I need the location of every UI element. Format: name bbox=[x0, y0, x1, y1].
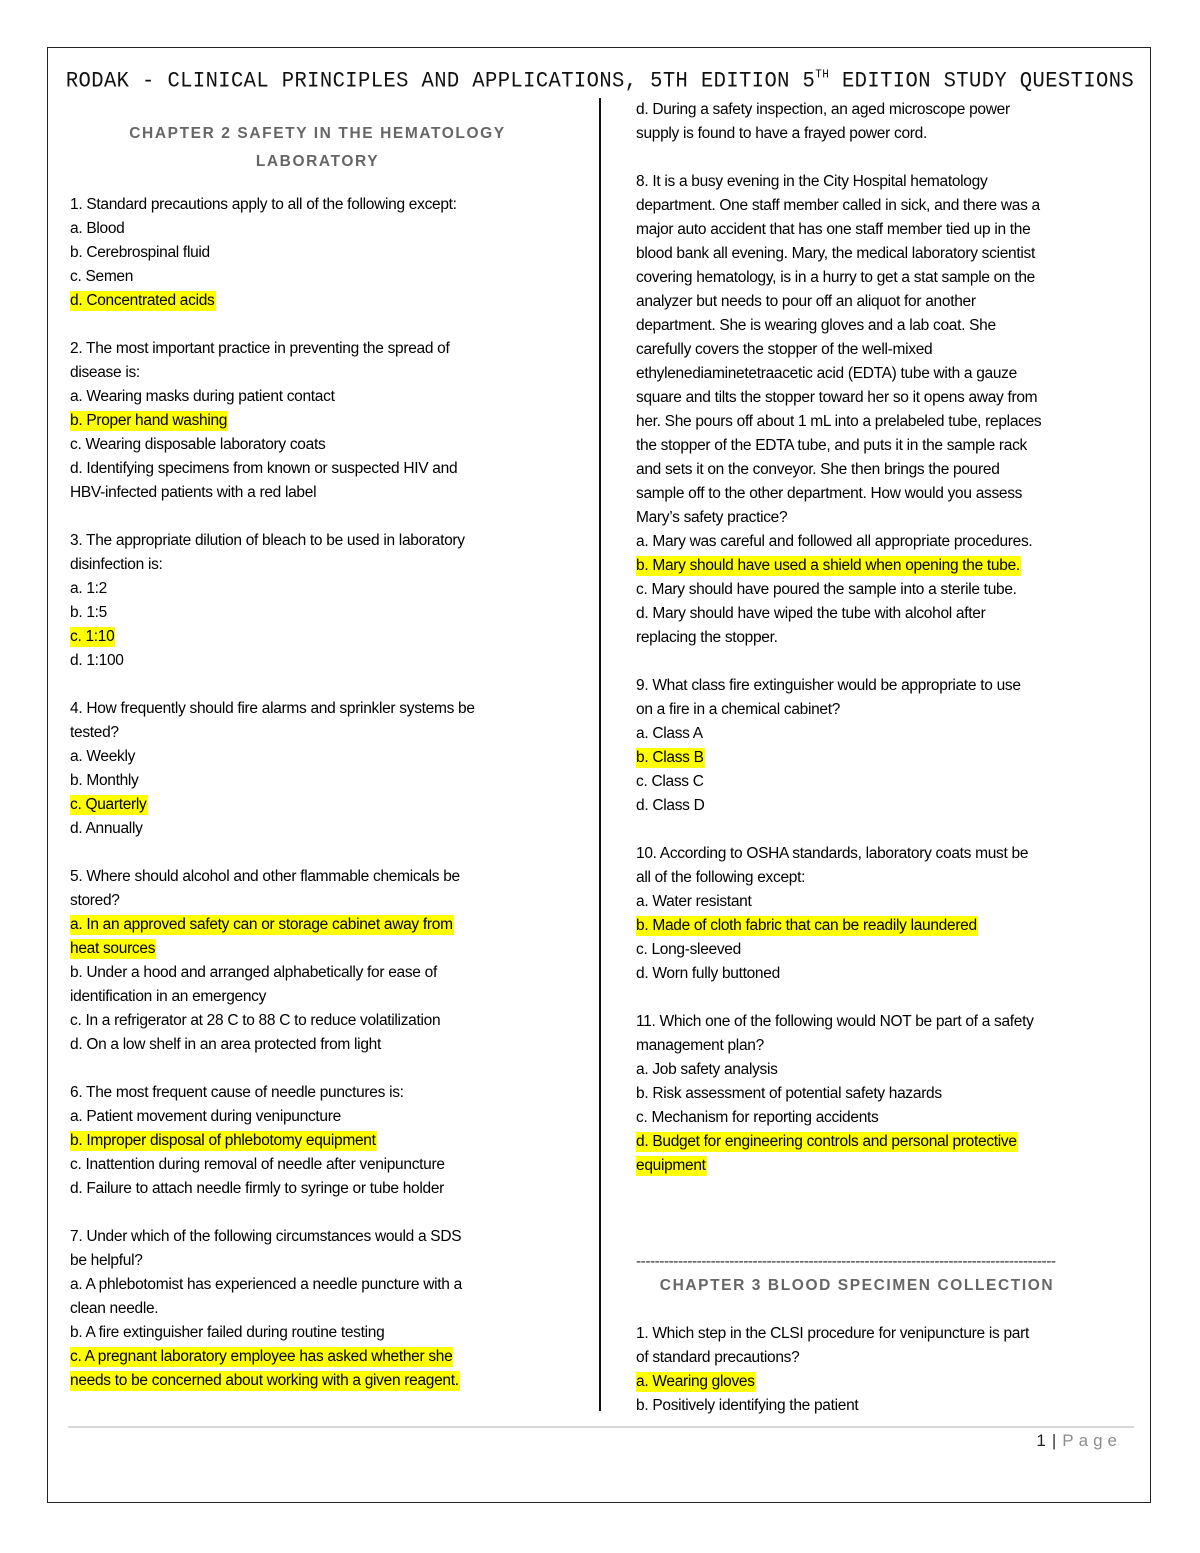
line-text: sample off to the other department. How would you assess bbox=[636, 485, 1023, 502]
question-line bbox=[636, 530, 1136, 554]
question-line bbox=[70, 1153, 580, 1177]
title-text-end: EDITION STUDY QUESTIONS bbox=[829, 68, 1135, 95]
answer-line-highlighted bbox=[70, 1129, 580, 1153]
line-text: 1. Standard precautions apply to all of the following except: bbox=[70, 196, 457, 213]
question-line bbox=[70, 1177, 580, 1201]
document-title bbox=[0, 69, 1200, 94]
line-text: d. During a safety inspection, an aged microscope power bbox=[636, 101, 1010, 118]
section-separator: ------------------------------------------------------------------------------------------ bbox=[636, 1253, 1056, 1270]
column-divider bbox=[599, 98, 601, 1411]
answer-line-highlighted bbox=[636, 1130, 1136, 1154]
question-line bbox=[70, 817, 580, 841]
line-text: c. In a refrigerator at 28 C to 88 C to reduce volatilization bbox=[70, 1012, 441, 1029]
question-line bbox=[636, 890, 1136, 914]
question-line bbox=[70, 1105, 580, 1129]
line-text: supply is found to have a frayed power cord. bbox=[636, 125, 927, 142]
spacer bbox=[70, 505, 580, 529]
question-line bbox=[70, 337, 580, 361]
question-line bbox=[70, 649, 580, 673]
line-text: b. Proper hand washing bbox=[70, 412, 228, 429]
question-line bbox=[70, 961, 580, 985]
question-line bbox=[636, 602, 1136, 626]
line-text: carefully covers the stopper of the well-mixed bbox=[636, 341, 933, 358]
line-text: identification in an emergency bbox=[70, 988, 267, 1005]
line-text: d. Class D bbox=[636, 797, 705, 814]
line-text: c. Class C bbox=[636, 773, 704, 790]
answer-line-highlighted bbox=[636, 914, 1136, 938]
line-text: c. Long-sleeved bbox=[636, 941, 741, 958]
line-text: a. Water resistant bbox=[636, 893, 752, 910]
question-line bbox=[636, 1082, 1136, 1106]
question-block bbox=[636, 674, 1136, 818]
question-line bbox=[636, 98, 1136, 122]
question-line bbox=[70, 985, 580, 1009]
line-text: d. Mary should have wiped the tube with alcohol after bbox=[636, 605, 986, 622]
question-line bbox=[70, 433, 580, 457]
question-line bbox=[636, 122, 1136, 146]
line-text: d. Budget for engineering controls and personal protective bbox=[636, 1133, 1017, 1150]
question-line bbox=[636, 626, 1136, 650]
question-line bbox=[636, 506, 1136, 530]
line-text: d. On a low shelf in an area protected from light bbox=[70, 1036, 381, 1053]
spacer bbox=[636, 146, 1136, 170]
line-text: replacing the stopper. bbox=[636, 629, 778, 646]
line-text: a. In an approved safety can or storage cabinet away from bbox=[70, 916, 453, 933]
question-line bbox=[70, 601, 580, 625]
question-line bbox=[70, 457, 580, 481]
answer-line-highlighted bbox=[70, 913, 580, 937]
question-line bbox=[70, 241, 580, 265]
page-separator: | bbox=[1051, 1431, 1057, 1450]
line-text: a. Class A bbox=[636, 725, 703, 742]
line-text: department. She is wearing gloves and a lab coat. She bbox=[636, 317, 996, 334]
line-text: needs to be concerned about working with a given reagent. bbox=[70, 1372, 459, 1389]
question-line bbox=[70, 1297, 580, 1321]
question-line bbox=[70, 1321, 580, 1345]
line-text: all of the following except: bbox=[636, 869, 806, 886]
line-text: 10. According to OSHA standards, laboratory coats must be bbox=[636, 845, 1029, 862]
line-text: c. Inattention during removal of needle after venipuncture bbox=[70, 1156, 445, 1173]
question-line bbox=[636, 338, 1136, 362]
line-text: a. Weekly bbox=[70, 748, 136, 765]
spacer bbox=[70, 1201, 580, 1225]
page-number bbox=[1036, 1431, 1122, 1451]
line-text: c. Mechanism for reporting accidents bbox=[636, 1109, 879, 1126]
line-text: 6. The most frequent cause of needle punctures is: bbox=[70, 1084, 404, 1101]
question-line bbox=[636, 794, 1136, 818]
line-text: a. Wearing gloves bbox=[636, 1373, 755, 1390]
line-text: d. Worn fully buttoned bbox=[636, 965, 780, 982]
question-line bbox=[636, 314, 1136, 338]
line-text: a. Wearing masks during patient contact bbox=[70, 388, 335, 405]
line-text: analyzer but needs to pour off an aliquot for another bbox=[636, 293, 976, 310]
line-text: b. Class B bbox=[636, 749, 704, 766]
line-text: b. Mary should have used a shield when opening the tube. bbox=[636, 557, 1020, 574]
line-text: square and tilts the stopper toward her so it opens away from bbox=[636, 389, 1038, 406]
line-text: d. 1:100 bbox=[70, 652, 124, 669]
spacer bbox=[636, 986, 1136, 1010]
line-text: a. 1:2 bbox=[70, 580, 107, 597]
line-text: 11. Which one of the following would NOT be part of a safety bbox=[636, 1013, 1034, 1030]
right-column bbox=[636, 98, 1136, 1418]
question-line bbox=[70, 769, 580, 793]
line-text: c. Quarterly bbox=[70, 796, 147, 813]
title-text: RODAK - CLINICAL PRINCIPLES AND APPLICATIONS, 5TH EDITION 5 bbox=[65, 68, 816, 95]
question-line bbox=[70, 1225, 580, 1249]
question-line bbox=[70, 1081, 580, 1105]
line-text: on a fire in a chemical cabinet? bbox=[636, 701, 841, 718]
question-line bbox=[636, 674, 1136, 698]
question-line bbox=[636, 242, 1136, 266]
question-line bbox=[636, 1346, 1136, 1370]
line-text: b. A fire extinguisher failed during routine testing bbox=[70, 1324, 385, 1341]
line-text: Mary’s safety practice? bbox=[636, 509, 788, 526]
question-block bbox=[70, 1225, 580, 1393]
question-line bbox=[636, 1394, 1136, 1418]
question-line bbox=[636, 1106, 1136, 1130]
question-line bbox=[70, 193, 580, 217]
question-line bbox=[70, 217, 580, 241]
question-line bbox=[636, 866, 1136, 890]
question-line bbox=[636, 194, 1136, 218]
line-text: covering hematology, is in a hurry to get a stat sample on the bbox=[636, 269, 1035, 286]
question-line bbox=[636, 362, 1136, 386]
question-line bbox=[636, 722, 1136, 746]
line-text: b. Under a hood and arranged alphabetically for ease of bbox=[70, 964, 437, 981]
answer-line-highlighted bbox=[636, 554, 1136, 578]
answer-line-highlighted bbox=[70, 409, 580, 433]
line-text: tested? bbox=[70, 724, 119, 741]
chapter-3-heading: CHAPTER 3 BLOOD SPECIMEN COLLECTION bbox=[659, 1277, 1055, 1294]
question-block bbox=[636, 1010, 1136, 1178]
question-line bbox=[70, 481, 580, 505]
question-line bbox=[70, 385, 580, 409]
question-line bbox=[636, 578, 1136, 602]
question-line bbox=[636, 434, 1136, 458]
answer-line-highlighted bbox=[70, 1369, 580, 1393]
line-text: ethylenediaminetetraacetic acid (EDTA) tube with a gauze bbox=[636, 365, 1017, 382]
spacer bbox=[636, 1298, 1136, 1322]
spacer bbox=[70, 313, 580, 337]
line-text: blood bank all evening. Mary, the medical laboratory scientist bbox=[636, 245, 1035, 262]
question-line bbox=[636, 698, 1136, 722]
spacer bbox=[636, 1178, 1136, 1202]
line-text: major auto accident that has one staff member tied up in the bbox=[636, 221, 1031, 238]
chapter-heading-line: CHAPTER 2 SAFETY IN THE HEMATOLOGY bbox=[129, 125, 506, 142]
question-line bbox=[636, 962, 1136, 986]
left-column bbox=[70, 193, 580, 1393]
answer-line-highlighted bbox=[70, 289, 580, 313]
line-text: c. Mary should have poured the sample into a sterile tube. bbox=[636, 581, 1017, 598]
line-text: a. Job safety analysis bbox=[636, 1061, 778, 1078]
line-text: d. Annually bbox=[70, 820, 143, 837]
question-block bbox=[636, 170, 1136, 650]
line-text: b. Risk assessment of potential safety hazards bbox=[636, 1085, 942, 1102]
line-text: and sets it on the conveyor. She then brings the poured bbox=[636, 461, 1000, 478]
question-line bbox=[636, 1322, 1136, 1346]
line-text: c. A pregnant laboratory employee has asked whether she bbox=[70, 1348, 453, 1365]
line-text: b. Monthly bbox=[70, 772, 139, 789]
line-text: management plan? bbox=[636, 1037, 764, 1054]
line-text: b. Positively identifying the patient bbox=[636, 1397, 859, 1414]
question-line bbox=[70, 529, 580, 553]
page-label: Page bbox=[1062, 1431, 1122, 1450]
line-text: stored? bbox=[70, 892, 120, 909]
question-line bbox=[636, 170, 1136, 194]
line-text: 8. It is a busy evening in the City Hospital hematology bbox=[636, 173, 988, 190]
question-line bbox=[70, 1273, 580, 1297]
page-number-value: 1 bbox=[1036, 1431, 1046, 1450]
spacer bbox=[636, 650, 1136, 674]
answer-line-highlighted bbox=[636, 1154, 1136, 1178]
question-line bbox=[636, 938, 1136, 962]
line-text: 1. Which step in the CLSI procedure for venipuncture is part bbox=[636, 1325, 1029, 1342]
line-text: clean needle. bbox=[70, 1300, 159, 1317]
question-line bbox=[636, 410, 1136, 434]
question-line bbox=[636, 1058, 1136, 1082]
question-line bbox=[636, 266, 1136, 290]
line-text: the stopper of the EDTA tube, and puts it in the sample rack bbox=[636, 437, 1027, 454]
question-block bbox=[636, 1322, 1136, 1418]
question-line bbox=[70, 1009, 580, 1033]
line-text: her. She pours off about 1 mL into a prelabeled tube, replaces bbox=[636, 413, 1042, 430]
line-text: c. Semen bbox=[70, 268, 134, 285]
spacer bbox=[70, 1057, 580, 1081]
line-text: 3. The appropriate dilution of bleach to be used in laboratory bbox=[70, 532, 465, 549]
chapter-heading-line: LABORATORY bbox=[255, 153, 380, 170]
question-block bbox=[70, 1081, 580, 1201]
question-line bbox=[636, 218, 1136, 242]
question-line bbox=[636, 482, 1136, 506]
question-line bbox=[70, 577, 580, 601]
answer-line-highlighted bbox=[636, 1370, 1136, 1394]
question-block bbox=[70, 697, 580, 841]
question-line bbox=[70, 865, 580, 889]
line-text: disinfection is: bbox=[70, 556, 163, 573]
line-text: d. Failure to attach needle firmly to syringe or tube holder bbox=[70, 1180, 445, 1197]
line-text: b. Made of cloth fabric that can be readily laundered bbox=[636, 917, 977, 934]
question-line bbox=[70, 265, 580, 289]
line-text: HBV-infected patients with a red label bbox=[70, 484, 317, 501]
title-superscript: TH bbox=[815, 68, 830, 83]
question-line bbox=[70, 553, 580, 577]
line-text: 4. How frequently should fire alarms and sprinkler systems be bbox=[70, 700, 475, 717]
question-line bbox=[70, 1033, 580, 1057]
spacer bbox=[636, 818, 1136, 842]
question-block bbox=[636, 98, 1136, 146]
answer-line-highlighted bbox=[636, 746, 1136, 770]
answer-line-highlighted bbox=[70, 625, 580, 649]
line-text: c. 1:10 bbox=[70, 628, 115, 645]
line-text: b. 1:5 bbox=[70, 604, 107, 621]
line-text: b. Improper disposal of phlebotomy equipment bbox=[70, 1132, 376, 1149]
line-text: a. A phlebotomist has experienced a needle puncture with a bbox=[70, 1276, 462, 1293]
question-line bbox=[70, 721, 580, 745]
spacer bbox=[70, 841, 580, 865]
question-line bbox=[636, 386, 1136, 410]
line-text: department. One staff member called in sick, and there was a bbox=[636, 197, 1040, 214]
question-line bbox=[636, 1034, 1136, 1058]
line-text: 9. What class fire extinguisher would be appropriate to use bbox=[636, 677, 1021, 694]
answer-line-highlighted bbox=[70, 1345, 580, 1369]
line-text: be helpful? bbox=[70, 1252, 143, 1269]
line-text: a. Patient movement during venipuncture bbox=[70, 1108, 341, 1125]
answer-line-highlighted bbox=[70, 937, 580, 961]
line-text: d. Concentrated acids bbox=[70, 292, 215, 309]
line-text: a. Mary was careful and followed all appropriate procedures. bbox=[636, 533, 1033, 550]
question-line bbox=[636, 1010, 1136, 1034]
spacer bbox=[70, 673, 580, 697]
question-block bbox=[70, 529, 580, 673]
line-text: d. Identifying specimens from known or suspected HIV and bbox=[70, 460, 458, 477]
line-text: b. Cerebrospinal fluid bbox=[70, 244, 210, 261]
question-line bbox=[70, 1249, 580, 1273]
question-line bbox=[70, 745, 580, 769]
question-line bbox=[70, 361, 580, 385]
question-block bbox=[636, 842, 1136, 986]
question-line bbox=[636, 842, 1136, 866]
question-block bbox=[70, 865, 580, 1057]
question-line bbox=[636, 290, 1136, 314]
question-line bbox=[70, 889, 580, 913]
line-text: a. Blood bbox=[70, 220, 125, 237]
question-line bbox=[636, 770, 1136, 794]
line-text: 2. The most important practice in preventing the spread of bbox=[70, 340, 450, 357]
question-line bbox=[636, 458, 1136, 482]
question-line bbox=[70, 697, 580, 721]
line-text: 5. Where should alcohol and other flammable chemicals be bbox=[70, 868, 460, 885]
line-text: c. Wearing disposable laboratory coats bbox=[70, 436, 326, 453]
question-block bbox=[70, 193, 580, 313]
line-text: disease is: bbox=[70, 364, 140, 381]
answer-line-highlighted bbox=[70, 793, 580, 817]
line-text: of standard precautions? bbox=[636, 1349, 800, 1366]
line-text: 7. Under which of the following circumstances would a SDS bbox=[70, 1228, 462, 1245]
chapter-2-heading bbox=[70, 120, 565, 176]
spacer bbox=[636, 1226, 1136, 1250]
question-block bbox=[70, 337, 580, 505]
spacer bbox=[636, 1202, 1136, 1226]
line-text: heat sources bbox=[70, 940, 156, 957]
footer-divider bbox=[68, 1426, 1134, 1428]
line-text: equipment bbox=[636, 1157, 706, 1174]
